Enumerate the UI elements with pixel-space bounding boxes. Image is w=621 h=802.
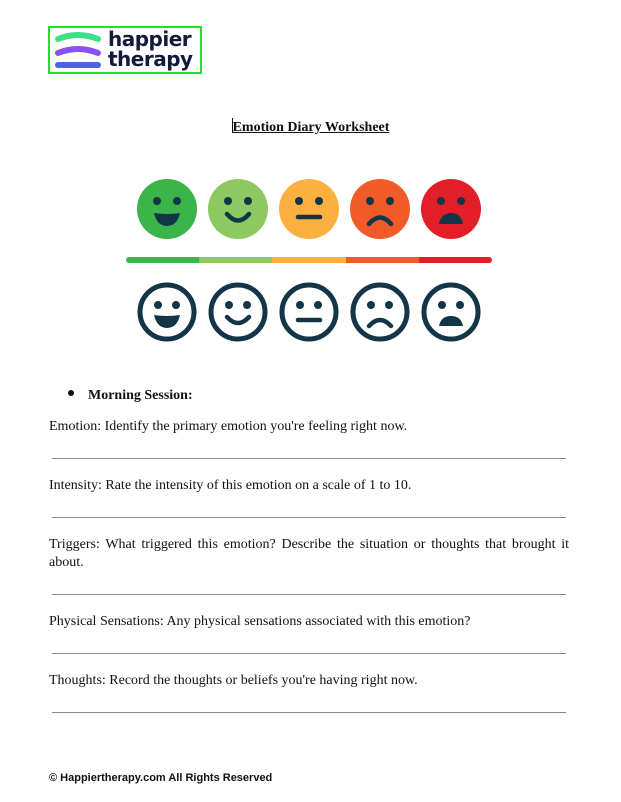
- logo-line-2: therapy: [108, 47, 193, 71]
- question-triggers: Triggers: What triggered this emotion? Describe the situation or thoughts that brought it about.: [49, 537, 569, 570]
- scale-segment-very-happy: [126, 257, 199, 263]
- very-happy-face-icon: [137, 179, 197, 239]
- answer-line-triggers[interactable]: [52, 594, 566, 595]
- section-heading: [68, 388, 193, 404]
- question-thoughts: Thoughts: Record the thoughts or beliefs you're having right now.: [49, 673, 418, 688]
- very-sad-face-icon: [421, 179, 481, 239]
- scale-segment-neutral: [272, 257, 345, 263]
- question-physical-sensations: Physical Sensations: Any physical sensations associated with this emotion?: [49, 614, 471, 629]
- happier-therapy-logo: [48, 26, 202, 74]
- scale-segment-sad: [346, 257, 419, 263]
- scale-segment-happy: [199, 257, 272, 263]
- scale-segment-very-sad: [419, 257, 492, 263]
- sad-face-icon: [350, 179, 410, 239]
- sad-outline-face-icon: [350, 282, 410, 342]
- question-intensity: Intensity: Rate the intensity of this emotion on a scale of 1 to 10.: [49, 478, 412, 493]
- footer-copyright: © Happiertherapy.com All Rights Reserved: [49, 772, 273, 784]
- neutral-face-icon: [279, 179, 339, 239]
- question-emotion: Emotion: Identify the primary emotion you're feeling right now.: [49, 419, 408, 434]
- very-happy-outline-face-icon: [137, 282, 197, 342]
- happy-outline-face-icon: [208, 282, 268, 342]
- emotion-scale-bar: [126, 257, 492, 263]
- answer-line-physical-sensations[interactable]: [52, 653, 566, 654]
- bullet-icon: [68, 390, 74, 396]
- answer-line-intensity[interactable]: [52, 517, 566, 518]
- answer-line-thoughts[interactable]: [52, 712, 566, 713]
- section-heading-text: Morning Session:: [88, 388, 193, 403]
- logo-line-1: happier: [108, 27, 192, 51]
- logo-bars-icon: [54, 32, 102, 70]
- answer-line-emotion[interactable]: [52, 458, 566, 459]
- page-title: [0, 118, 621, 136]
- neutral-outline-face-icon: [279, 282, 339, 342]
- very-sad-outline-face-icon: [421, 282, 481, 342]
- happy-face-icon: [208, 179, 268, 239]
- logo-wordmark: [108, 29, 193, 69]
- page-title-text: Emotion Diary Worksheet: [232, 120, 390, 135]
